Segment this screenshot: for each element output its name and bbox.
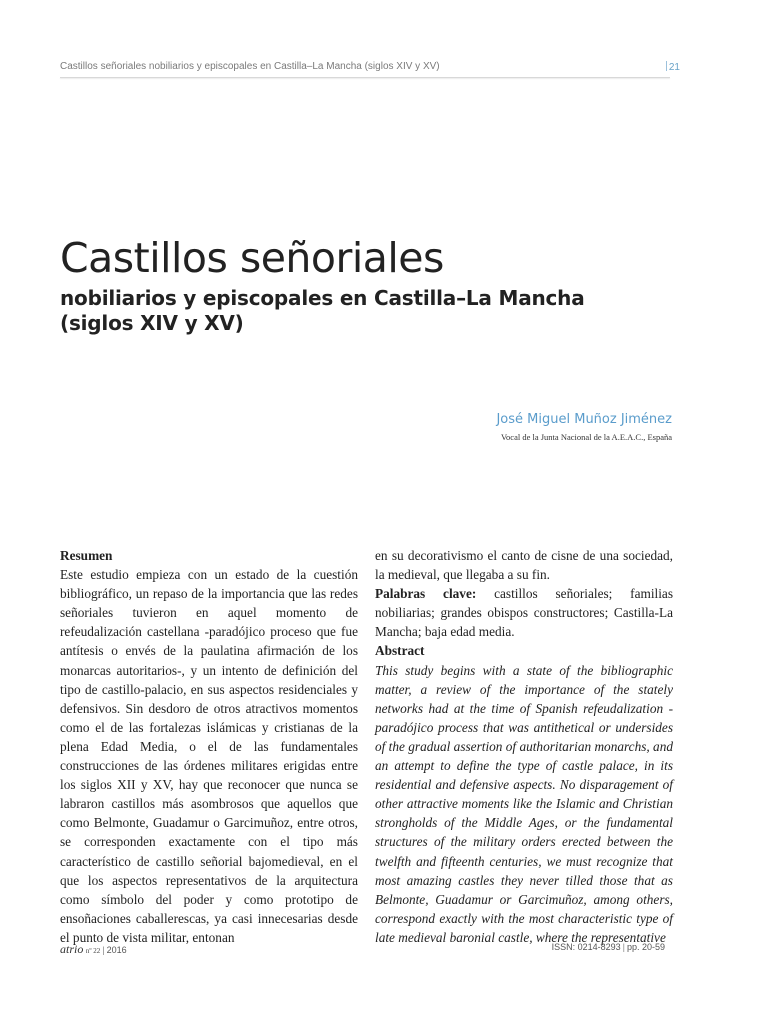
footer-issn-info <box>552 942 665 952</box>
resumen-text-continued: en su decorativismo el canto de cisne de una sociedad, la medieval, que llegaba a su fin. <box>375 548 673 583</box>
footer-separator: | <box>622 942 625 952</box>
header-divider <box>60 77 670 78</box>
subtitle-line-1: nobiliarios y episcopales en Castilla–La Mancha <box>60 286 585 310</box>
abstract-heading: Abstract <box>375 643 425 659</box>
page-range: pp. 20-59 <box>626 942 665 952</box>
footer-separator: | <box>102 945 105 955</box>
journal-year: 2016 <box>106 945 127 955</box>
page-number: 21 <box>666 61 680 73</box>
running-header <box>60 61 680 72</box>
right-column <box>375 546 673 947</box>
keywords-label: Palabras clave: <box>375 586 477 602</box>
author-affiliation: Vocal de la Junta Nacional de la A.E.A.C., España <box>501 432 672 442</box>
keywords-text: castillos señoriales; familias nobiliarias; grandes obispos constructores; Castilla-La Mancha; baja edad media. <box>375 586 674 640</box>
running-header-title: Castillos señoriales nobiliarios y episcopales en Castilla–La Mancha (siglos XIV y XV) <box>60 61 440 72</box>
journal-issue: nº 22 <box>85 947 101 955</box>
journal-name: atrio <box>60 942 84 956</box>
article-title: Castillos señoriales <box>60 234 444 282</box>
keywords <box>375 584 673 641</box>
resumen-heading: Resumen <box>60 548 113 563</box>
author-name: José Miguel Muñoz Jiménez <box>496 412 672 427</box>
issn: ISSN: 0214-8293 <box>551 942 621 952</box>
abstract-text: This study begins with a state of the bibliographic matter, a review of the importance of the stately networks had at the time of Spanish refeudalization -paradójico process that was antithetical or undersides of the gradual assertion of authoritarian monarchs, and an attempt to define the type of castle palace, in its residential and defensive aspects. No disparagement of other attractive moments like the Islamic and Christian strongholds of the Middle Ages, or the fundamental structures of the military orders erected between the twelfth and fifteenth centuries, we must recognize that most amazing castles they never tilled those that as Belmonte, Guadamur or Garcimuñoz, among others, correspond exactly with the most characteristic type of late medieval baronial castle, where the representative <box>375 662 673 945</box>
resumen-text: Este estudio empieza con un estado de la cuestión bibliográfico, un repaso de la importancia que las redes señoriales tuvieron en aquel momento de refeudalización castellana -paradójico proceso que fue antítesis o envés de la paulatina afirmación de los monarcas autoritarios-, y un intento de definición del tipo de castillo-palacio, en sus aspectos residenciales y defensivos. Sin desdoro de otros atractivos momentos como el de las fortalezas islámicas y cristianas de la plena Edad Media, o el de las fundamentales construcciones de las órdenes militares erigidas entre los siglos XII y XV, hay que reconocer que nunca se labraron castillos más asombrosos que aquellos que como Belmonte, Guadamur o Garcimuñoz, entre otros, se corresponden exactamente con el tipo más característico de castillo señorial bajomedieval, en el que los aspectos representativos de la arquitectura como símbolo del poder y como prototipo de ensoñaciones caballerescas, ya casi innecesarias desde el punto de vista militar, entonan <box>60 567 358 945</box>
subtitle-line-2: (siglos XIV y XV) <box>60 311 244 335</box>
footer-journal-info <box>60 942 127 957</box>
article-subtitle <box>60 286 700 336</box>
left-column <box>60 546 358 947</box>
